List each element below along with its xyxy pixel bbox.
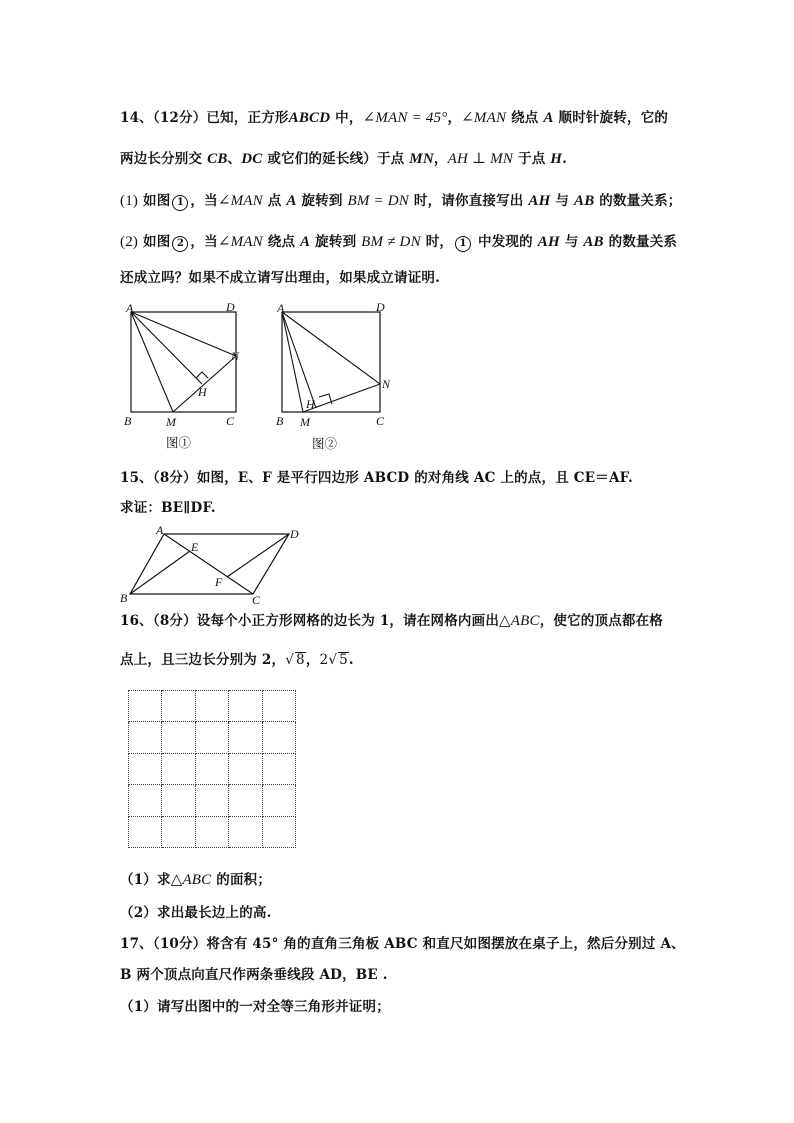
fig1-caption: 图① [166,436,192,450]
q14-circled-1: 1 [455,236,471,252]
q14-bm-eq-dn: BM = DN [347,193,409,209]
q16-triangle-abc: △ABC [499,613,540,629]
q14-points-mn: MN [409,151,434,167]
q14-line-1 [120,109,668,127]
q15-label-e: E [191,540,199,554]
fig1-line-ah [131,312,202,384]
grid-cell [129,785,162,816]
q14-angle-man: ∠MAN [461,110,507,126]
sqrt-icon: √ [285,652,295,668]
q14-side-dc: DC [241,151,263,167]
grid-cell [162,753,195,784]
grid-cell [229,816,262,847]
q16-coefficient: 2 [319,652,329,668]
grid-cell [229,785,262,816]
q14-angle-man: ∠MAN [217,234,263,250]
q14-line-5: 还成立吗？如果不成立请写出理由，如果成立请证明. [120,270,440,286]
grid-cell [162,816,195,847]
q16-text: . [348,652,354,668]
q14-circled-2: 2 [172,236,188,252]
q14-text: ，当 [190,193,218,209]
grid-cell [229,753,262,784]
q16-sub-1 [120,871,271,889]
q14-text: 的数量关系； [594,193,682,209]
fig1-square [131,312,236,412]
grid-cell [262,816,295,847]
q16-text: （1）求 [120,872,171,888]
q15-parallelogram [130,534,289,594]
q16-line-1 [120,612,663,630]
q17-line-1: 17、（10分）将含有 45° 角的直角三角板 ABC 和直尺如图摆放在桌子上，然后分别过 A、 [120,936,685,952]
q15-line-df [227,534,289,577]
q16-text: ，使它的顶点都在格 [539,613,664,629]
fig1-label-m: M [166,415,176,429]
grid-cell [162,785,195,816]
q14-ah: AH [528,193,551,209]
grid-cell [262,753,295,784]
fig1-label-d: D [226,300,235,314]
q14-head: 14、（12分）已知，正方形 [120,110,289,126]
q14-text: 与 [559,234,584,250]
grid-cell [129,691,162,722]
q16-line-2 [120,651,354,669]
fig2-label-m: M [300,415,310,429]
grid-cell [229,691,262,722]
grid-cell [129,816,162,847]
q15-label-a: A [156,523,164,537]
q14-part-2 [120,233,677,252]
q14-text: 如图 [138,193,171,209]
fig1-label-n: N [231,349,240,363]
q15-label-b: B [120,591,128,605]
q14-angle-man-45: ∠MAN = 45° [362,110,448,126]
q14-part-2-number: (2) [120,234,139,250]
q16-text: 点上，且三边长分别为 2， [120,652,286,668]
q15-label-f: F [215,575,223,589]
q14-part-1-number: (1) [120,193,139,209]
q14-ab: AB [583,234,604,250]
sqrt-icon: √ [328,652,338,668]
fig1-right-angle [196,372,208,378]
q14-part-1 [120,192,682,211]
q14-text: 旋转到 [310,234,362,250]
q14-text: 顺时针旋转，它的 [553,110,669,126]
q14-point-a: A [300,234,311,250]
q14-ab: AB [573,193,595,209]
q14-point-h: H [550,151,563,167]
q16-triangle-abc: △ABC [170,872,212,888]
q14-text: 或它们的延长线）于点 [262,151,410,167]
q14-perpendicular: AH ⊥ MN [447,151,514,167]
q17-sub-1: （1）请写出图中的一对全等三角形并证明； [120,999,390,1015]
grid-cell [195,722,228,753]
q15-line-1: 15、（8分）如图，E、F 是平行四边形 ABCD 的对角线 AC 上的点，且 CE＝AF. [120,470,633,486]
q15-line-be [130,551,190,594]
q15-line-2: 求证：BE∥DF. [120,500,216,516]
q16-sub-2: （2）求出最长边上的高. [120,905,272,921]
fig1-label-b: B [124,414,132,428]
fig1-label-h: H [198,385,207,399]
q14-text: 两边长分别交 [120,151,208,167]
fig2-label-c: C [376,414,385,428]
q14-text: ， [447,110,462,126]
fig2-label-b: B [276,414,284,428]
grid-cell [262,722,295,753]
q14-point-a: A [543,110,554,126]
q14-text: 时， [420,234,454,250]
q14-text: 旋转到 [296,193,348,209]
grid-cell [162,691,195,722]
q15-figure [120,520,320,610]
grid-cell [195,785,228,816]
q14-text: 绕点 [506,110,544,126]
q14-text: 如图 [138,234,171,250]
q16-text: 16、（8分）设每个小正方形网格的边长为 1，请在网格内画出 [120,613,500,629]
q14-side-cb: CB [207,151,228,167]
fig2-label-d: D [376,300,385,314]
q15-label-d: D [290,527,299,541]
q15-label-c: C [252,593,261,607]
q14-point-a: A [286,193,297,209]
q14-text: 绕点 [262,234,301,250]
q16-text: 的面积； [211,872,272,888]
q14-text: 中， [330,110,363,126]
fig2-caption: 图② [312,437,338,451]
q16-sqrt-8: 8 [296,652,305,668]
q14-text: 时，请你直接写出 [409,193,529,209]
q16-text: ， [305,652,320,668]
q14-line-2 [120,150,567,168]
fig2-label-h: H [306,397,315,411]
q14-text: 与 [550,193,574,209]
grid-cell [162,722,195,753]
fig2-square [282,312,380,412]
q14-figure-1 [120,300,260,460]
q14-text: 、 [227,151,242,167]
fig2-label-n: N [382,377,391,391]
grid-cell [129,753,162,784]
fig2-line-an [282,312,380,384]
grid-cell [129,722,162,753]
q14-text: ， [433,151,448,167]
grid-cell [195,753,228,784]
grid-cell [262,785,295,816]
fig2-label-a: A [277,301,285,315]
q16-sqrt-5: 5 [339,652,348,668]
q14-angle-man: ∠MAN [217,193,263,209]
q14-text: . [562,151,568,167]
grid-cell [262,691,295,722]
q14-text: ，当 [190,234,218,250]
q17-line-2: B 两个顶点向直尺作两条垂线段 AD，BE . [120,967,388,983]
q14-square-abcd: ABCD [288,110,331,126]
q14-bm-ne-dn: BM ≠ DN [361,234,421,250]
fig1-label-a: A [126,301,134,315]
q14-text: 中发现的 [473,234,538,250]
q14-ah: AH [537,234,560,250]
grid-cell [195,691,228,722]
q16-grid [128,690,296,848]
grid-cell [229,722,262,753]
fig1-label-c: C [226,414,235,428]
q14-figure-2 [272,300,412,460]
q14-text: 点 [262,193,287,209]
q14-text: 于点 [513,151,551,167]
q14-circled-1: 1 [172,195,188,211]
q14-text: 的数量关系 [603,234,678,250]
grid-cell [195,816,228,847]
q15-diagonal-ac [164,534,253,594]
